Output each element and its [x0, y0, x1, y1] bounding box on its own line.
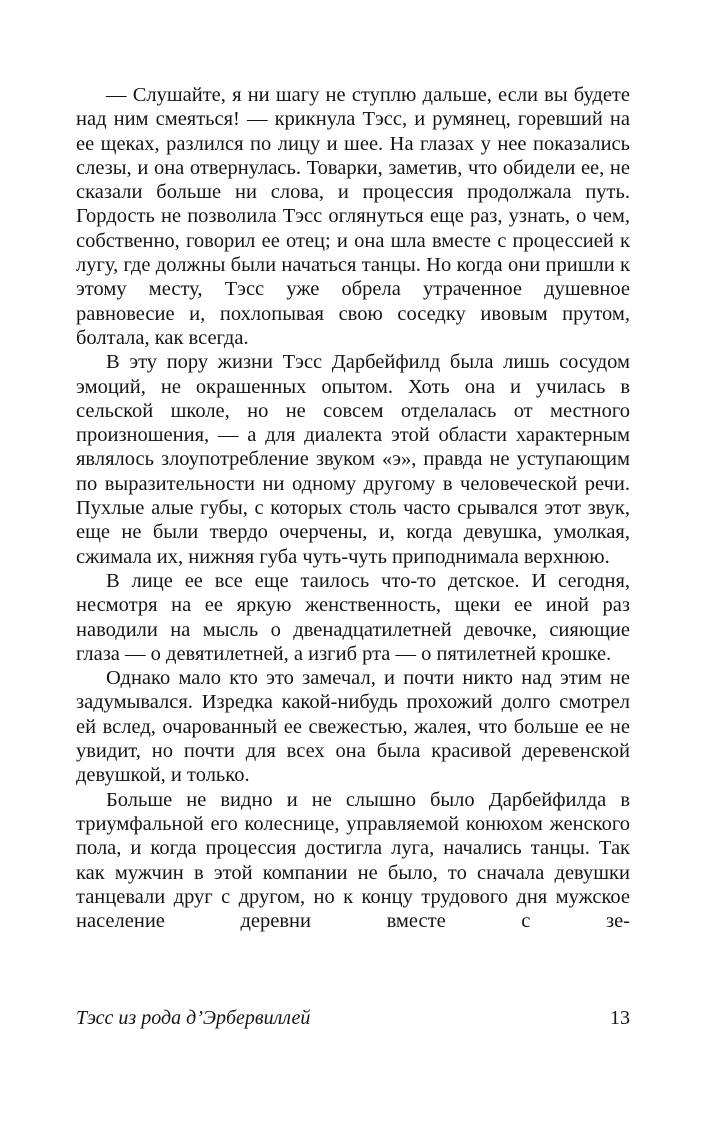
running-footer-title: Тэсс из рода д’Эрбервиллей: [76, 1007, 311, 1029]
paragraph: В лице ее все еще таилось что-то детское. И сегодня, несмотря на ее яркую женственность, щеки ее иной раз наводили на мысль о двенадцатилетней девочке, сияющие глаза — о девятилетней, а изгиб рта — о пятилетней крошке.: [76, 569, 630, 665]
paragraph: В эту пору жизни Тэсс Дарбейфилд была лишь сосудом эмоций, не окрашенных опытом. Хоть она и училась в сельской школе, но не совсем отделалась от местного произношения, — а для диалекта этой области характерным являлось злоупотребление звуком «э», правда не уступающим по выразительности ни одному другому в человеческой речи. Пухлые алые губы, с которых столь часто срывался этот звук, еще не были твердо очерчены, и, когда девушка, умолкая, сжимала их, нижняя губа чуть-чуть приподнимала верхнюю.: [76, 351, 630, 568]
paragraph: — Слушайте, я ни шагу не ступлю дальше, если вы будете над ним смеяться! — крикнула Тэсс, и румянец, горевший на ее щеках, разлился по лицу и шее. На глазах у нее показались слезы, и она отвернулась. Товарки, заметив, что обидели ее, не сказали больше ни слова, и процессия продолжала путь. Гордость не позволила Тэсс оглянуться еще раз, узнать, о чем, собственно, говорил ее отец; и она шла вместе с процессией к лугу, где должны были начаться танцы. Но когда они пришли к этому месту, Тэсс уже обрела утраченное душевное равновесие и, похлопывая свою соседку ивовым прутом, болтала, как всегда.: [76, 84, 630, 349]
paragraph: Однако мало кто это замечал, и почти никто над этим не задумывался. Изредка какой-нибудь прохожий долго смотрел ей вслед, очарованный ее свежестью, жалея, что больше ее не увидит, но почти для всех она была красивой деревенской девушкой, и только.: [76, 667, 630, 787]
body-text: [76, 83, 630, 933]
page-number: 13: [610, 1007, 630, 1029]
paragraph: Больше не видно и не слышно было Дарбейфилда в триумфальной его колеснице, управляемой конюхом женского пола, и когда процессия достигла луга, начались танцы. Так как мужчин в этой компании не было, то сначала девушки танцевали друг с другом, но к концу трудового дня мужское население деревни вместе с зе-: [76, 788, 630, 933]
